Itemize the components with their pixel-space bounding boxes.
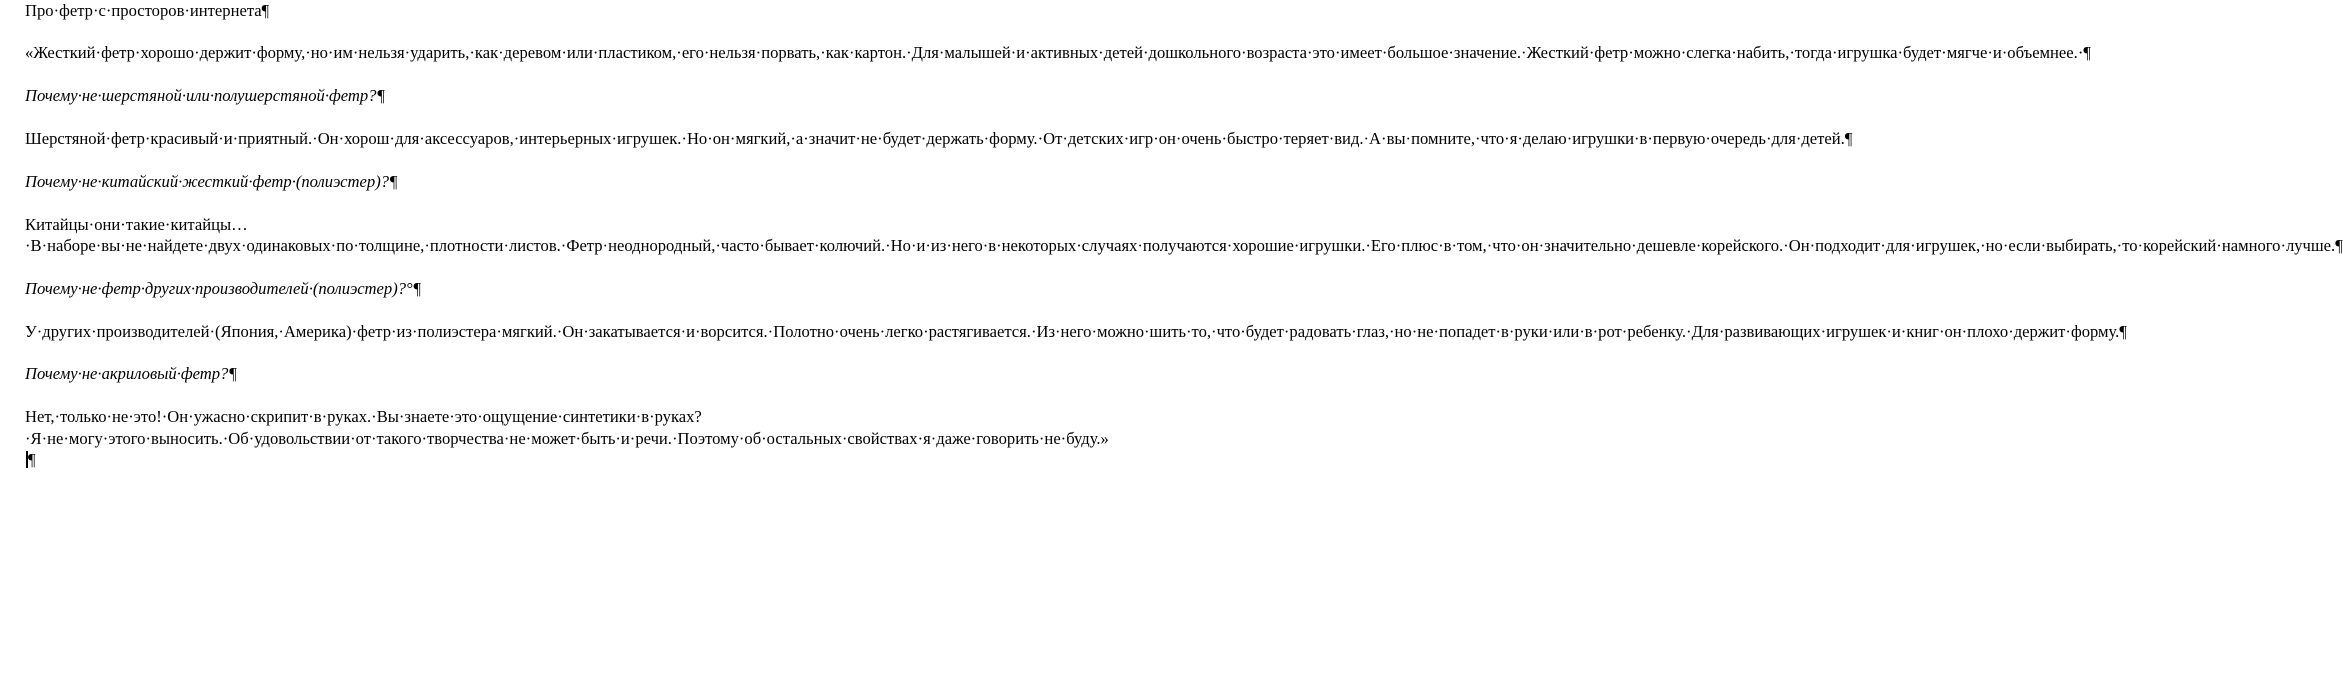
empty-line	[25, 342, 828, 363]
empty-line	[25, 385, 828, 406]
heading-other-makers: Почему·не·фетр·других·производителей·(полиэстер)?°¶	[25, 278, 422, 298]
heading-acrylic: Почему·не·акриловый·фетр?¶	[25, 364, 238, 384]
paragraph-title: Про·фетр·с·просторов·интернета¶	[25, 1, 270, 20]
paragraph-acrylic	[25, 406, 1109, 470]
paragraph-wool: Шерстяной·фетр·красивый·и·приятный.·Он·хорош·для·аксессуаров,·интерьерных·игрушек.·Но·он·мягкий,·а·значит·не·будет·держать·форму.·От·детских·игр·он·очень·быстро·теряет·вид.·А·вы·помните,·что·я·делаю·игрушки·в·первую·очередь·для·детей.¶	[25, 128, 1853, 148]
empty-line	[25, 107, 828, 128]
empty-line	[25, 64, 828, 85]
empty-line	[25, 256, 828, 277]
empty-line	[25, 192, 828, 213]
empty-line	[25, 299, 828, 320]
pilcrow-mark: ¶	[28, 449, 36, 469]
empty-line	[25, 149, 828, 170]
paragraph-intro: «Жесткий·фетр·хорошо·держит·форму,·но·им·нельзя·ударить,·как·деревом·или·пластиком,·его·нельзя·порвать,·как·картон.·Для·малышей·и·активных·детей·дошкольного·возраста·это·имеет·большое·значение.·Жесткий·фетр·можно·слегка·набить,·тогда·игрушка·будет·мягче·и·объемнее.·¶	[25, 43, 2091, 63]
paragraph-chinese: Китайцы·они·такие·китайцы…·В·наборе·вы·не·найдете·двух·одинаковых·по·толщине,·плотности·листов.·Фетр·неоднородный,·часто·бывает·колючий.·Но·и·из·него·в·некоторых·случаях·получаются·хорошие·игрушки.·Его·плюс·в·том,·что·он·значительно·дешевле·корейского.·Он·подходит·для·игрушек,·но·если·выбирать,·то·корейский·намного·лучше.¶	[25, 214, 2343, 255]
heading-chinese: Почему·не·китайский·жесткий·фетр·(полиэстер)?¶	[25, 171, 398, 191]
empty-line	[25, 21, 828, 42]
heading-wool: Почему·не·шерстяной·или·полушерстяной·фетр?¶	[25, 86, 386, 106]
paragraph-acrylic-text: Нет,·только·не·это!·Он·ужасно·скрипит·в·руках.·Вы·знаете·это·ощущение·синтетики·в·руках?·Я·не·могу·этого·выносить.·Об·удовольствии·от·такого·творчества·не·может·быть·и·речи.·Поэтому·об·остальных·свойствах·я·даже·говорить·не·буду.»	[25, 407, 1109, 448]
paragraph-other-makers: У·других·производителей·(Япония,·Америка)·фетр·из·полиэстера·мягкий.·Он·закатывается·и·ворсится.·Полотно·очень·легко·растягивается.·Из·него·можно·шить·то,·что·будет·радовать·глаз,·но·не·попадет·в·руки·или·в·рот·ребенку.·Для·развивающих·игрушек·и·книг·он·плохо·держит·форму.¶	[25, 321, 2127, 341]
